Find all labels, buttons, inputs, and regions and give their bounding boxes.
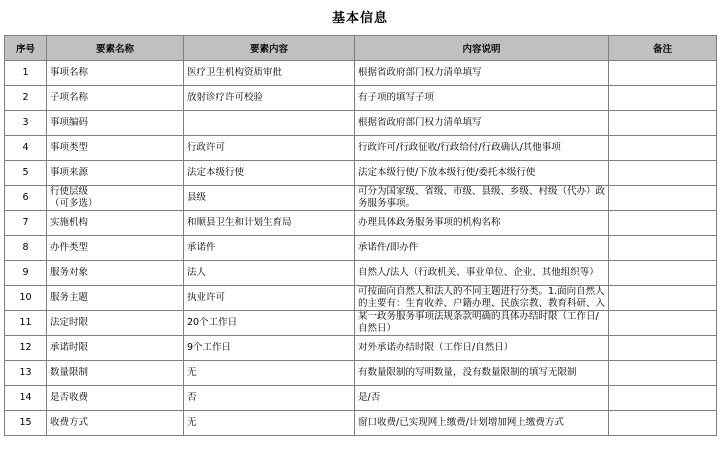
row-index (5, 236, 47, 261)
row-index (5, 361, 47, 386)
row-content-description (355, 161, 609, 186)
table-row (5, 136, 717, 161)
row-index (5, 86, 47, 111)
row-index-text: 10 (19, 292, 32, 303)
row-content-description-text: 有子项的填写子项 (358, 92, 435, 103)
row-index (5, 311, 47, 336)
row-content-description (355, 211, 609, 236)
row-index (5, 261, 47, 286)
row-content-description-text: 办理具体政务服务事项的机构名称 (358, 217, 501, 228)
header-index: 序号 (5, 36, 47, 61)
row-remarks (609, 336, 717, 361)
row-content-description (355, 411, 609, 436)
row-element-content (184, 111, 355, 136)
table-row (5, 211, 717, 236)
row-element-name-text: 承诺时限 (50, 342, 89, 353)
table-row (5, 161, 717, 186)
row-element-content-text: 法人 (187, 267, 207, 278)
row-element-content (184, 261, 355, 286)
row-index (5, 386, 47, 411)
row-element-name (47, 261, 184, 286)
row-element-content-text: 承诺件 (187, 242, 216, 253)
row-index-text: 1 (22, 67, 29, 78)
row-element-name-text: 事项编码 (50, 117, 89, 128)
row-element-content-text: 医疗卫生机构资质审批 (187, 67, 283, 78)
row-content-description-text: 是/否 (358, 392, 381, 403)
row-element-name-text: 事项类型 (50, 142, 89, 153)
row-element-content (184, 361, 355, 386)
row-element-content (184, 336, 355, 361)
row-content-description (355, 186, 609, 211)
row-content-description (355, 61, 609, 86)
row-element-name (47, 186, 184, 211)
row-content-description (355, 136, 609, 161)
row-element-content-text: 行政许可 (187, 142, 226, 153)
row-remarks (609, 236, 717, 261)
row-element-name (47, 136, 184, 161)
row-remarks (609, 186, 717, 211)
row-element-content (184, 136, 355, 161)
row-element-content (184, 411, 355, 436)
row-element-name (47, 111, 184, 136)
row-content-description-text: 可分为国家级、省级、市级、县级、乡级、村级（代办）政务服务事项。 (358, 186, 605, 209)
row-content-description (355, 111, 609, 136)
row-remarks (609, 361, 717, 386)
row-element-name-text: 服务主题 (50, 292, 89, 303)
row-element-name-text: 服务对象 (50, 267, 89, 278)
row-remarks (609, 61, 717, 86)
row-element-content-text: 否 (187, 392, 197, 403)
table-row (5, 386, 717, 411)
table-row (5, 336, 717, 361)
row-content-description (355, 311, 609, 336)
row-element-content (184, 236, 355, 261)
row-remarks (609, 386, 717, 411)
table-row (5, 186, 717, 211)
row-element-name-text: 是否收费 (50, 392, 89, 403)
page-title: 基本信息 (331, 11, 388, 26)
row-index-text: 14 (19, 392, 32, 403)
row-element-name (47, 411, 184, 436)
row-content-description-text: 自然人/法人（行政机关、事业单位、企业、其他组织等） (358, 267, 599, 278)
row-element-content (184, 161, 355, 186)
row-element-name (47, 211, 184, 236)
row-element-content-text: 20个工作日 (187, 317, 238, 328)
table-row (5, 411, 717, 436)
row-index (5, 111, 47, 136)
header-remarks: 备注 (609, 36, 717, 61)
row-index (5, 136, 47, 161)
row-element-content-text: 执业许可 (187, 292, 226, 303)
row-index-text: 2 (22, 92, 29, 103)
row-element-content-text: 法定本级行使 (187, 167, 245, 178)
row-element-name-text: 子项名称 (50, 92, 89, 103)
row-remarks (609, 286, 717, 311)
row-index (5, 211, 47, 236)
row-content-description (355, 236, 609, 261)
table-row (5, 61, 717, 86)
row-remarks (609, 311, 717, 336)
row-element-content (184, 86, 355, 111)
row-index-text: 7 (22, 217, 29, 228)
table-header-row (5, 36, 717, 61)
row-element-name (47, 286, 184, 311)
header-element-name: 要素名称 (47, 36, 184, 61)
row-element-content (184, 286, 355, 311)
row-element-content (184, 211, 355, 236)
row-content-description-text: 法定本级行使/下放本级行使/委托本级行使 (358, 167, 536, 178)
row-content-description-text: 有数量限制的写明数量，没有数量限制的填写无限制 (358, 367, 577, 378)
table-row (5, 236, 717, 261)
row-element-name-text: 事项名称 (50, 67, 89, 78)
row-element-name (47, 361, 184, 386)
row-content-description-text: 根据省政府部门权力清单填写 (358, 117, 482, 128)
row-element-name-text: 收费方式 (50, 417, 89, 428)
row-content-description-text: 对外承诺办结时限（工作日/自然日） (358, 342, 514, 353)
row-remarks (609, 261, 717, 286)
row-remarks (609, 411, 717, 436)
row-index (5, 336, 47, 361)
row-content-description-text: 行政许可/行政征收/行政给付/行政确认/其他事项 (358, 142, 561, 153)
basic-info-table (4, 35, 717, 436)
header-element-content: 要素内容 (184, 36, 355, 61)
row-element-name (47, 161, 184, 186)
row-element-content-text: 无 (187, 367, 197, 378)
row-index (5, 61, 47, 86)
row-index-text: 6 (22, 192, 29, 203)
row-element-content (184, 311, 355, 336)
row-content-description (355, 336, 609, 361)
row-element-name-text: 数量限制 (50, 367, 89, 378)
row-element-content-text: 放射诊疗许可校验 (187, 92, 264, 103)
row-element-content-text: 和顺县卫生和计划生育局 (187, 217, 292, 228)
row-element-name-text: 办件类型 (50, 242, 89, 253)
row-remarks (609, 211, 717, 236)
row-element-name (47, 336, 184, 361)
row-content-description-text: 承诺件/即办件 (358, 242, 419, 253)
table-row (5, 311, 717, 336)
row-element-name-text: 实施机构 (50, 217, 89, 228)
row-content-description (355, 86, 609, 111)
row-element-name-text: 法定时限 (50, 317, 89, 328)
row-content-description-text: 可按面向自然人和法人的不同主题进行分类。1.面向自然人的主要有：生育收养、户籍办理、民族宗教、教育科研、入 (358, 286, 605, 309)
row-content-description-text: 某一政务服务事项法规条款明确的具体办结时限（工作日/自然日） (358, 311, 599, 334)
row-index-text: 3 (22, 117, 29, 128)
row-element-name (47, 311, 184, 336)
row-element-content-text: 9个工作日 (187, 342, 232, 353)
row-index-text: 12 (19, 342, 32, 353)
row-content-description-text: 根据省政府部门权力清单填写 (358, 67, 482, 78)
row-element-content (184, 61, 355, 86)
row-element-name-text: 行使层级 （可多选） (50, 186, 98, 209)
row-element-content (184, 186, 355, 211)
table-row (5, 361, 717, 386)
row-index (5, 411, 47, 436)
table-row (5, 111, 717, 136)
row-index (5, 161, 47, 186)
row-element-name-text: 事项来源 (50, 167, 89, 178)
row-element-name (47, 86, 184, 111)
row-element-content (184, 386, 355, 411)
row-index-text: 13 (19, 367, 32, 378)
table-row (5, 86, 717, 111)
table-row (5, 286, 717, 311)
row-element-name (47, 386, 184, 411)
row-content-description-text: 窗口收费/已实现网上缴费/计划增加网上缴费方式 (358, 417, 564, 428)
row-index-text: 4 (22, 142, 29, 153)
row-index (5, 286, 47, 311)
row-remarks (609, 111, 717, 136)
row-index-text: 9 (22, 267, 29, 278)
row-content-description (355, 286, 609, 311)
header-content-description: 内容说明 (355, 36, 609, 61)
row-content-description (355, 261, 609, 286)
row-content-description (355, 386, 609, 411)
row-element-content-text: 无 (187, 417, 197, 428)
row-index-text: 8 (22, 242, 29, 253)
row-index-text: 11 (19, 317, 32, 328)
row-remarks (609, 86, 717, 111)
row-index-text: 5 (22, 167, 29, 178)
row-remarks (609, 161, 717, 186)
row-remarks (609, 136, 717, 161)
row-index (5, 186, 47, 211)
row-element-name (47, 61, 184, 86)
table-row (5, 261, 717, 286)
row-content-description (355, 361, 609, 386)
row-element-content-text: 县级 (187, 192, 207, 203)
row-element-name (47, 236, 184, 261)
row-index-text: 15 (19, 417, 32, 428)
